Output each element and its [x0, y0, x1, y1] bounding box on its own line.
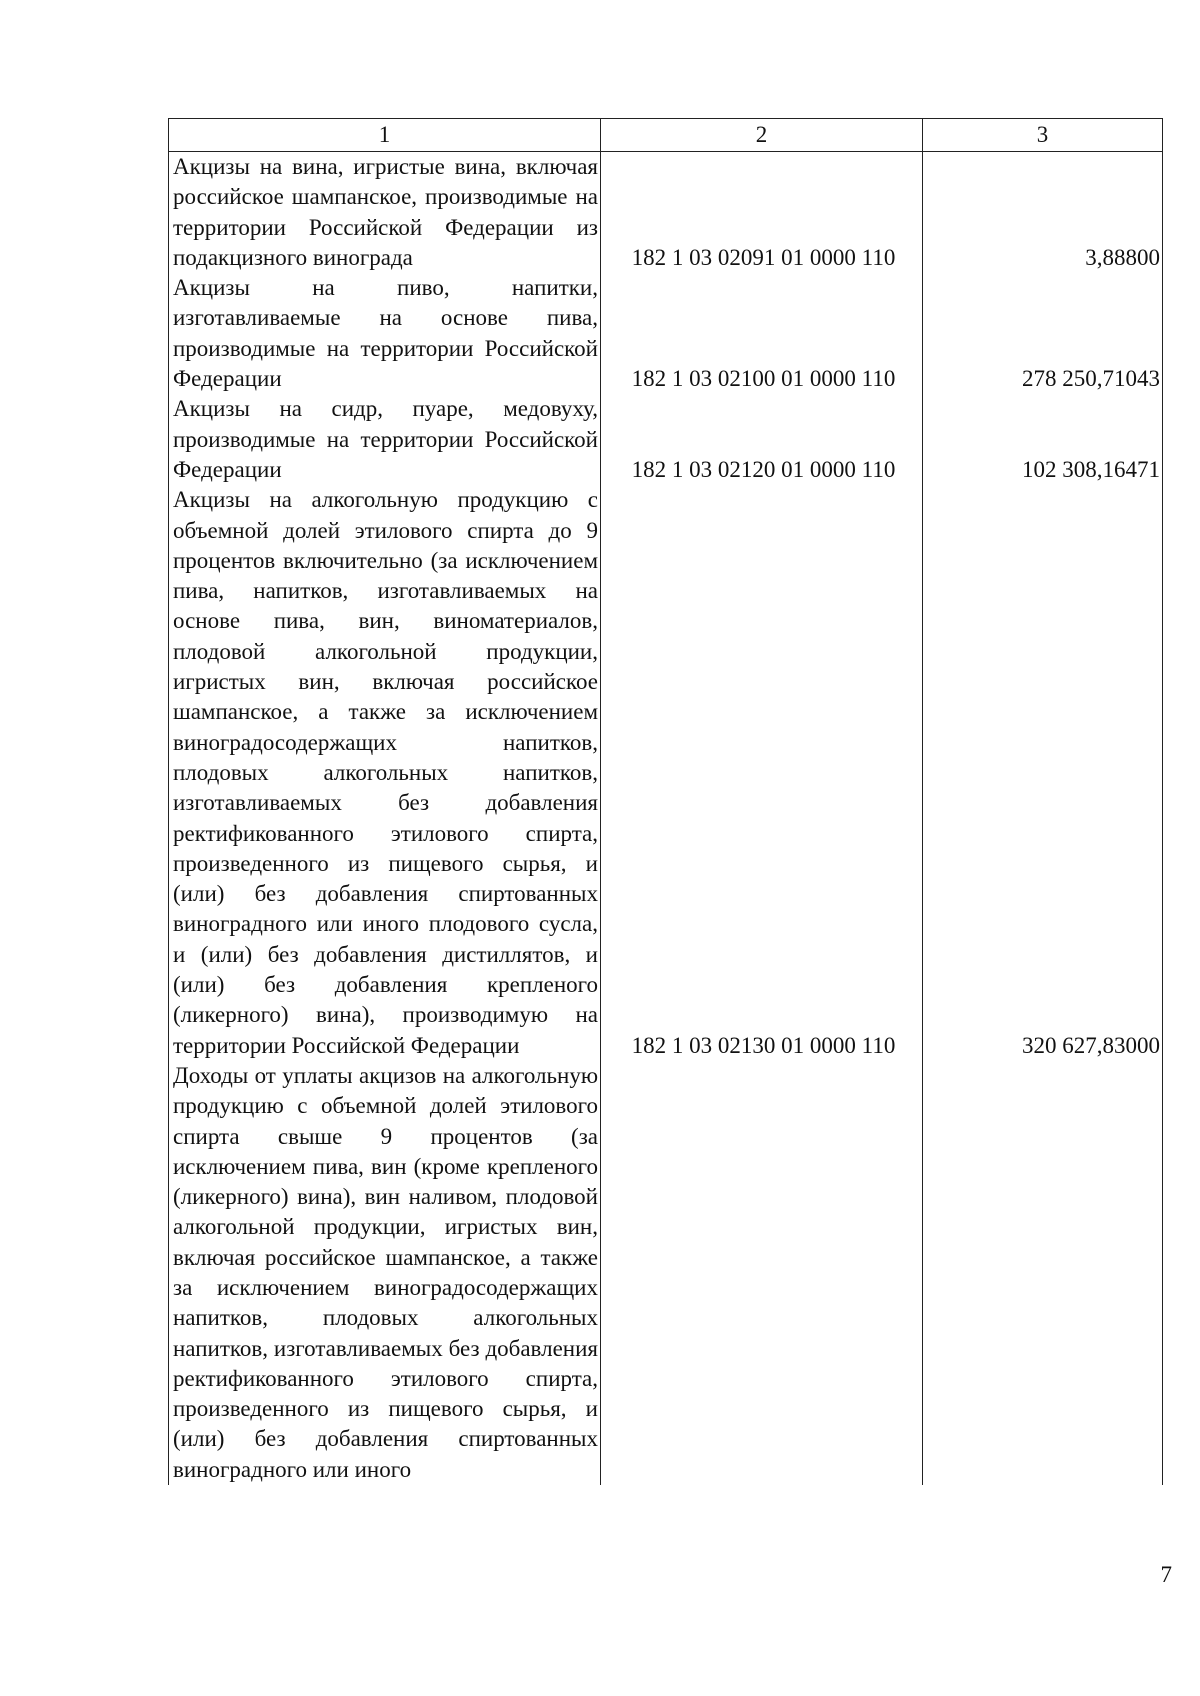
table-row [169, 394, 1163, 485]
table-row [169, 1061, 1163, 1485]
revenue-amount-cell: 102 308,16471 [923, 394, 1163, 485]
revenue-amount-cell [923, 1061, 1163, 1485]
revenue-name-cell: Акцизы на алкогольную продукцию с объемной долей этилового спирта до 9 процентов включительно (за исключением пива, напитков, изготавливаемых на основе пива, вин, виноматериалов, плодовой алкогольной продукции, игристых вин, включая российское шампанское, а также за исключением виноградосодержащих напитков, плодовых алкогольных напитков, изготавливаемых без добавления ректификованного этилового спирта, произведенного из пищевого сырья, и (или) без добавления спиртованных виноградного или иного плодового сусла, и (или) без добавления дистиллятов, и (или) без добавления крепленого (ликерного) вина), производимую на территории Российской Федерации [169, 485, 601, 1061]
table-row [169, 485, 1163, 1061]
revenue-code-cell: 182 1 03 02100 01 0000 110 [601, 273, 923, 394]
column-header-1: 1 [169, 119, 601, 152]
revenue-amount-cell: 3,88800 [923, 152, 1163, 274]
revenue-code-cell [601, 1061, 923, 1485]
revenue-table [168, 118, 1163, 1485]
revenue-name-cell: Акцизы на сидр, пуаре, медовуху, производимые на территории Российской Федерации [169, 394, 601, 485]
revenue-code-cell: 182 1 03 02120 01 0000 110 [601, 394, 923, 485]
table-header-row [169, 119, 1163, 152]
revenue-name-cell: Акцизы на пиво, напитки, изготавливаемые на основе пива, производимые на территории Российской Федерации [169, 273, 601, 394]
revenue-amount-cell: 278 250,71043 [923, 273, 1163, 394]
table-row [169, 273, 1163, 394]
column-header-2: 2 [601, 119, 923, 152]
revenue-name-cell: Доходы от уплаты акцизов на алкогольную продукцию с объемной долей этилового спирта свыше 9 процентов (за исключением пива, вин (кроме крепленого (ликерного) вина), вин наливом, плодовой алкогольной продукции, игристых вин, включая российское шампанское, а также за исключением виноградосодержащих напитков, плодовых алкогольных напитков, изготавливаемых без добавления ректификованного этилового спирта, произведенного из пищевого сырья, и (или) без добавления спиртованных виноградного или иного [169, 1061, 601, 1485]
page-number: 7 [1160, 1562, 1172, 1587]
revenue-name-cell: Акцизы на вина, игристые вина, включая российское шампанское, производимые на территории Российской Федерации из подакцизного винограда [169, 152, 601, 274]
revenue-code-cell: 182 1 03 02130 01 0000 110 [601, 485, 923, 1061]
table-row [169, 152, 1163, 274]
revenue-code-cell: 182 1 03 02091 01 0000 110 [601, 152, 923, 274]
column-header-3: 3 [923, 119, 1163, 152]
revenue-amount-cell: 320 627,83000 [923, 485, 1163, 1061]
